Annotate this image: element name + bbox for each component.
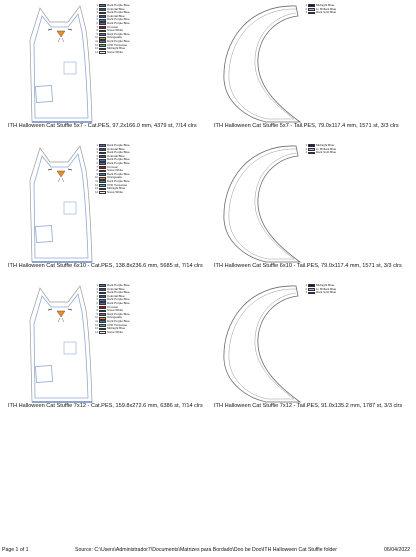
thread-row: 11 Dark Purple Blue — [95, 178, 130, 183]
tail-design-7x12 — [208, 280, 416, 420]
thread-row: 2 Lt. Brillant Blue — [305, 286, 337, 291]
thread-color-legend — [95, 144, 130, 194]
thread-row: 5 Dark Purple Blue — [96, 17, 130, 22]
thread-row: 7 Crimson — [96, 304, 119, 309]
thread-row: 11 Dark Purple Blue — [95, 318, 130, 323]
thread-row: 1 Midnight Blue — [305, 143, 335, 147]
thread-color-legend — [95, 284, 130, 334]
thread-row: 13 Midnight Blue — [95, 186, 126, 191]
thread-color-legend — [304, 144, 336, 155]
thread-row: 6 Dark Purple Blue — [96, 20, 130, 25]
thread-row: 4 Colonial Blue — [96, 153, 125, 158]
thread-row: 7 Crimson — [96, 24, 119, 29]
thread-row: 1 Midnight Blue — [305, 283, 335, 287]
source-path: Source: C:\Users\Administrador7\Documents\Matrizes para Bordado\Doo be Doo\ITH Halloween Cat Stuffie folder — [75, 547, 337, 553]
thread-row: 2 Colonial Blue — [96, 286, 125, 291]
thread-row: 3 Dark Smb Blue — [305, 150, 337, 155]
thread-row: 10 Orangeade — [95, 35, 123, 40]
thread-row: 1 Dark Purple Blue — [96, 3, 130, 7]
thread-row: 5 Dark Purple Blue — [96, 157, 130, 162]
thread-row: 6 Dark Purple Blue — [96, 160, 130, 165]
thread-row: 14 Snow White — [95, 189, 124, 194]
thread-row: 2 Colonial Blue — [96, 6, 125, 11]
thread-row: 6 Dark Purple Blue — [96, 300, 130, 305]
thread-row: 10 Orangeade — [95, 175, 123, 180]
thread-row: 3 Dark Purple Blue — [96, 290, 130, 295]
thread-row: 8 Snow White — [96, 28, 124, 33]
cat-design-7x12 — [0, 280, 208, 420]
thread-row: 8 Snow White — [96, 308, 124, 313]
thread-row: 13 Midnight Blue — [95, 326, 126, 331]
tail-design-5x7 — [208, 0, 416, 140]
thread-row: 3 Dark Purple Blue — [96, 150, 130, 155]
thread-row: 13 Midnight Blue — [95, 46, 126, 51]
thread-row: 1 Midnight Blue — [305, 3, 335, 7]
cat-design-6x10 — [0, 140, 208, 280]
thread-row: 14 Snow White — [95, 329, 124, 334]
thread-row: 2 Lt. Brillant Blue — [305, 6, 337, 11]
thread-row: 3 Dark Smb Blue — [305, 10, 337, 15]
design-caption: ITH Halloween Cat Stuffie 6x10 - Cat.PES, 138.8x236.6 mm, 5685 st, 7/14 clrs — [8, 263, 203, 269]
thread-row: 10 Orangeade — [95, 315, 123, 320]
thread-row: 1 Dark Purple Blue — [96, 283, 130, 287]
thread-row: 7 Crimson — [96, 164, 119, 169]
thread-row: 3 Dark Smb Blue — [305, 290, 337, 295]
thread-color-legend — [304, 4, 336, 15]
thread-row: 12 VVD Turquoise — [95, 322, 128, 327]
design-caption: ITH Halloween Cat Stuffie 7x12 - Tail.PES, 91.0x135.2 mm, 1787 st, 3/3 clrs — [214, 403, 403, 409]
cat-design-5x7 — [0, 0, 208, 140]
thread-row: 12 VVD Turquoise — [95, 42, 128, 47]
thread-row: 9 Dark Purple Blue — [96, 171, 130, 176]
tail-outline-icon — [208, 280, 416, 420]
tail-outline-icon — [208, 0, 416, 140]
design-caption: ITH Halloween Cat Stuffie 5x7 - Cat.PES, 97.2x166.0 mm, 4379 st, 7/14 clrs — [8, 123, 197, 129]
thread-row: 12 VVD Turquoise — [95, 182, 128, 187]
thread-row: 3 Dark Purple Blue — [96, 10, 130, 15]
thread-row: 4 Colonial Blue — [96, 13, 125, 18]
thread-row: 2 Colonial Blue — [96, 146, 125, 151]
thread-color-legend — [95, 4, 130, 54]
design-caption: ITH Halloween Cat Stuffie 6x10 - Tail.PES, 79.0x117.4 mm, 1571 st, 3/3 clrs — [214, 263, 402, 269]
thread-row: 5 Dark Purple Blue — [96, 297, 130, 302]
thread-row: 8 Snow White — [96, 168, 124, 173]
design-caption: ITH Halloween Cat Stuffie 5x7 - Tail.PES, 79.0x117.4 mm, 1571 st, 3/3 clrs — [214, 123, 399, 129]
thread-color-legend — [304, 284, 336, 295]
thread-row: 2 Lt. Brillant Blue — [305, 146, 337, 151]
thread-row: 9 Dark Purple Blue — [96, 311, 130, 316]
thread-row: 14 Snow White — [95, 49, 124, 54]
design-caption: ITH Halloween Cat Stuffie 7x12 - Cat.PES, 159.8x272.6 mm, 6386 st, 7/14 clrs — [8, 403, 203, 409]
print-date: 06/04/2022 — [384, 547, 410, 553]
thread-row: 4 Colonial Blue — [96, 293, 125, 298]
page-number: Page 1 of 1 — [2, 547, 29, 553]
tail-design-6x10 — [208, 140, 416, 280]
thread-row: 11 Dark Purple Blue — [95, 38, 130, 43]
tail-outline-icon — [208, 140, 416, 280]
thread-row: 1 Dark Purple Blue — [96, 143, 130, 147]
thread-row: 9 Dark Purple Blue — [96, 31, 130, 36]
